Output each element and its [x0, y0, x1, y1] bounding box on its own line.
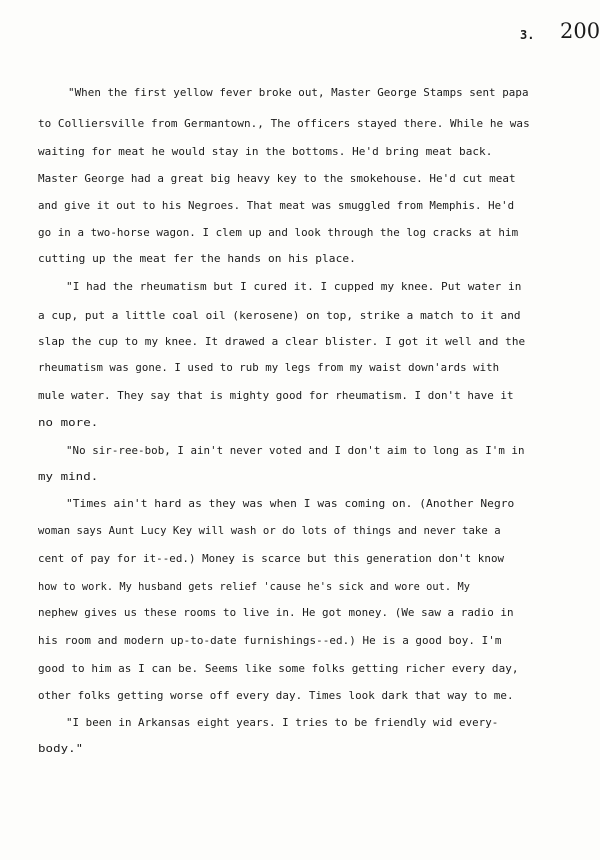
text-line: "When the first yellow fever broke out, Master George Stamps sent papa [68, 86, 529, 99]
text-line: waiting for meat he would stay in the bottoms. He'd bring meat back. [38, 145, 493, 158]
text-line: to Colliersville from Germantown., The officers stayed there. While he was [38, 117, 530, 130]
text-line: "I had the rheumatism but I cured it. I cupped my knee. Put water in [66, 280, 522, 293]
text-line: a cup, put a little coal oil (kerosene) on top, strike a match to it and [38, 309, 521, 322]
text-line: "I been in Arkansas eight years. I tries to be friendly wid every- [66, 716, 499, 729]
text-line: nephew gives us these rooms to live in. He got money. (We saw a radio in [38, 606, 514, 619]
text-line: body." [38, 742, 84, 755]
text-line: and give it out to his Negroes. That meat was smuggled from Memphis. He'd [38, 199, 515, 212]
text-line: woman says Aunt Lucy Key will wash or do lots of things and never take a [38, 524, 501, 537]
text-line: cent of pay for it--ed.) Money is scarce but this generation don't know [38, 552, 505, 565]
text-line: "No sir-ree-bob, I ain't never voted and I don't aim to long as I'm in [66, 444, 525, 457]
text-line: no more. [38, 416, 99, 429]
text-line: go in a two-horse wagon. I clem up and look through the log cracks at him [38, 226, 519, 239]
text-line: rheumatism was gone. I used to rub my legs from my waist down'ards with [38, 361, 500, 374]
text-line: how to work. My husband gets relief 'cause he's sick and wore out. My [38, 580, 470, 593]
text-line: his room and modern up-to-date furnishings--ed.) He is a good boy. I'm [38, 634, 502, 647]
text-line: good to him as I can be. Seems like some folks getting richer every day, [38, 662, 519, 675]
text-line: cutting up the meat fer the hands on his place. [38, 252, 356, 265]
text-line: "Times ain't hard as they was when I was coming on. (Another Negro [66, 497, 515, 510]
text-line: Master George had a great big heavy key to the smokehouse. He'd cut meat [38, 172, 516, 185]
text-line: mule water. They say that is mighty good for rheumatism. I don't have it [38, 389, 514, 402]
text-line: my mind. [38, 470, 99, 483]
text-line: other folks getting worse off every day. Times look dark that way to me. [38, 689, 514, 702]
page-number: 200 [560, 19, 600, 43]
section-number: 3. [520, 28, 535, 42]
text-line: slap the cup to my knee. It drawed a clear blister. I got it well and the [38, 335, 526, 348]
